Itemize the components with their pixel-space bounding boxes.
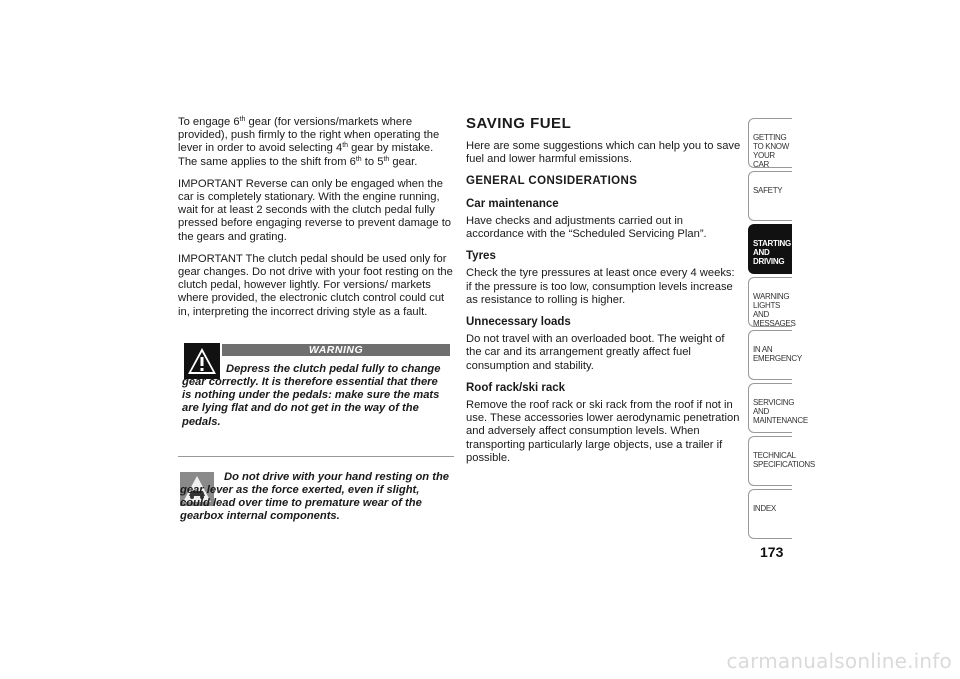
warning-box (178, 341, 454, 441)
chapter-tabs (748, 118, 815, 542)
warning-header: WARNING (222, 344, 450, 356)
warning-divider (178, 456, 454, 457)
tyres-heading: Tyres (466, 250, 496, 263)
unnecessary-loads-heading: Unnecessary loads (466, 316, 571, 329)
page-number: 173 (760, 544, 784, 560)
roof-rack-heading: Roof rack/ski rack (466, 381, 566, 394)
tyres-text: Check the tyre pressures at least once every 4 weeks: if the pressure is too low, consumption levels increase as resistance to rolling is higher. (466, 267, 735, 306)
warning-text: Depress the clutch pedal fully to change gear correctly. It is therefore essential that there is nothing under the pedals: make sure the mats are lying flat and do not get in the way of the pedals. (182, 362, 441, 428)
tab-warning-lights[interactable]: WARNING LIGHTS AND MESSAGES (748, 277, 792, 327)
car-maintenance-heading: Car maintenance (466, 197, 559, 210)
paragraph-sixth-gear: To engage 6th gear (for versions/markets where provided), push firmly to the right when operating the lever in order to avoid selecting 4th gear by mistake. The same applies to the shift from 6th to 5th gear. (178, 116, 440, 168)
left-column (178, 116, 454, 537)
tab-safety[interactable]: SAFETY (748, 171, 792, 221)
tab-technical-specifications[interactable]: TECHNICAL SPECIFICATIONS (748, 436, 792, 486)
right-column (466, 116, 742, 474)
general-considerations-heading: GENERAL CONSIDERATIONS (466, 175, 638, 188)
tab-starting-and-driving[interactable]: STARTING AND DRIVING (748, 224, 792, 274)
roof-rack-text: Remove the roof rack or ski rack from the roof if not in use. These accessories lower aerodynamic penetration and adversely affect consumption levels. When transporting particularly large objects, use a trailer if possible. (466, 399, 740, 464)
caution-text: Do not drive with your hand resting on the gear lever as the force exerted, even if slight, could lead over time to premature wear of the gearbox internal components. (180, 470, 449, 523)
watermark: carmanualsonline.info (726, 649, 952, 673)
tab-servicing[interactable]: SERVICING AND MAINTENANCE (748, 383, 792, 433)
paragraph-reverse: IMPORTANT Reverse can only be engaged when the car is completely stationary. With the engine running, wait for at least 2 seconds with the clutch pedal fully pressed before engaging reverse to prevent damage to the gears and grating. (178, 177, 452, 243)
caution-box (178, 467, 454, 537)
tab-index[interactable]: INDEX (748, 489, 792, 539)
unnecessary-loads-text: Do not travel with an overloaded boot. The weight of the car and its arrangement greatly affect fuel consumption and stability. (466, 333, 725, 372)
car-maintenance-text: Have checks and adjustments carried out in accordance with the “Scheduled Servicing Plan”. (466, 214, 707, 241)
tab-getting-to-know[interactable]: GETTING TO KNOW YOUR CAR (748, 118, 792, 168)
paragraph-clutch: IMPORTANT The clutch pedal should be used only for gear changes. Do not drive with your foot resting on the clutch pedal, however lightly. For versions/ markets where provided, the electronic clutch control could cut in, interpreting the incorrect driving style as a fault. (178, 252, 453, 318)
tab-in-an-emergency[interactable]: IN AN EMERGENCY (748, 330, 792, 380)
section-title-saving-fuel: SAVING FUEL (466, 115, 572, 132)
intro-paragraph: Here are some suggestions which can help you to save fuel and lower harmful emissions. (466, 140, 741, 166)
